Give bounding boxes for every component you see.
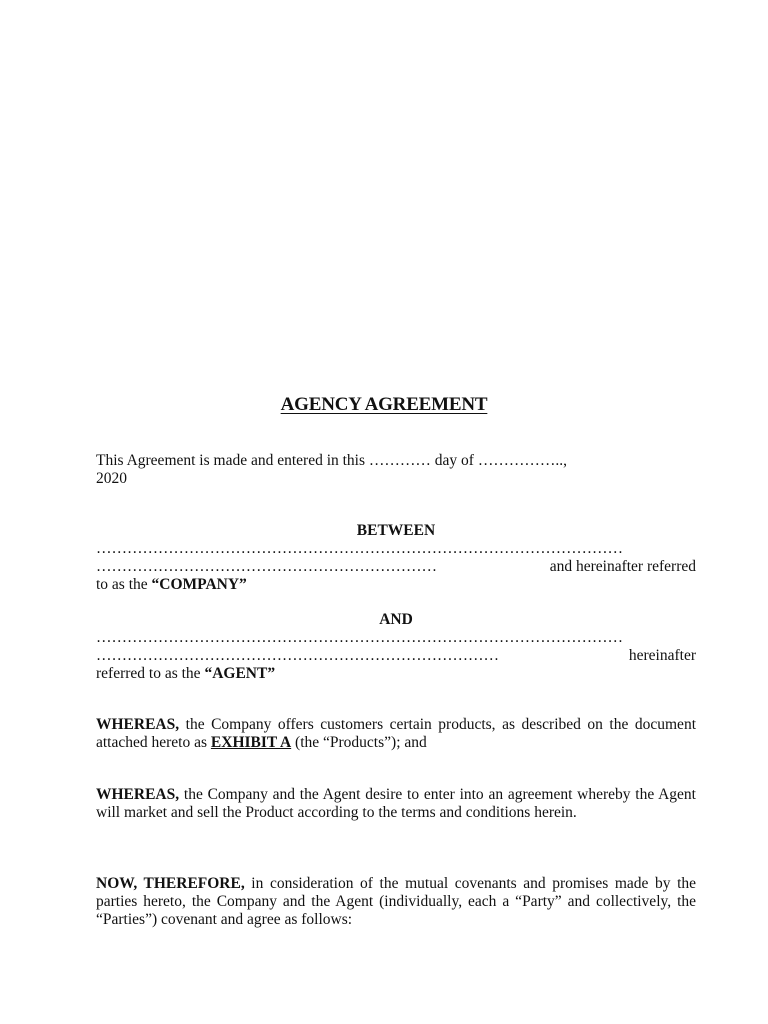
agent-defined-term: “AGENT” <box>204 665 276 682</box>
now-therefore-lead: NOW, THEREFORE, <box>96 875 245 892</box>
whereas-1-lead: WHEREAS, <box>96 716 180 733</box>
agent-blank-line-2: …………………………………………………………………… <box>96 647 499 664</box>
company-party-block <box>96 540 696 594</box>
agent-line-3 <box>96 665 696 683</box>
whereas-1-text-b: (the “Products”); and <box>291 734 427 751</box>
whereas-2-text: the Company and the Agent desire to enter into an agreement whereby the Agent will market and sell the Product according to the terms and conditions herein. <box>96 786 696 821</box>
company-line-3 <box>96 576 696 594</box>
company-referred-text: and hereinafter referred <box>549 558 696 575</box>
agent-to-as-text: referred to as the <box>96 665 205 682</box>
company-line-2 <box>96 558 696 576</box>
intro-line-2: 2020 <box>96 470 127 487</box>
intro-line-1: This Agreement is made and entered in this ………… day of …………….., <box>96 452 567 469</box>
whereas-2-lead: WHEREAS, <box>96 786 180 803</box>
exhibit-a-reference: EXHIBIT A <box>210 734 292 751</box>
whereas-1-text-a: the Company offers customers certain products, as described on the document attached hereto as <box>96 716 696 751</box>
agent-referred-text: hereinafter <box>628 647 696 664</box>
agent-party-block <box>96 629 696 683</box>
company-to-as-text: to as the <box>96 576 152 593</box>
document-title: AGENCY AGREEMENT <box>280 394 488 415</box>
between-heading: BETWEEN <box>356 522 436 539</box>
company-defined-term: “COMPANY” <box>151 576 247 593</box>
company-blank-line-2: ………………………………………………………… <box>96 558 437 575</box>
company-blank-line-1: ………………………………………………………………………………………… <box>96 540 623 557</box>
whereas-paragraph-1 <box>96 716 696 752</box>
agent-line-2 <box>96 647 696 665</box>
now-therefore-paragraph <box>96 875 696 929</box>
agent-blank-line-1: ………………………………………………………………………………………… <box>96 629 623 646</box>
whereas-paragraph-2 <box>96 786 696 822</box>
and-heading: AND <box>379 611 413 628</box>
now-therefore-text: in consideration of the mutual covenants and promises made by the parties hereto, the Company and the Agent (individually, each a “Party” and collectively, the “Parties”) covenant and agree as follows: <box>96 875 697 928</box>
intro-paragraph <box>96 452 696 488</box>
